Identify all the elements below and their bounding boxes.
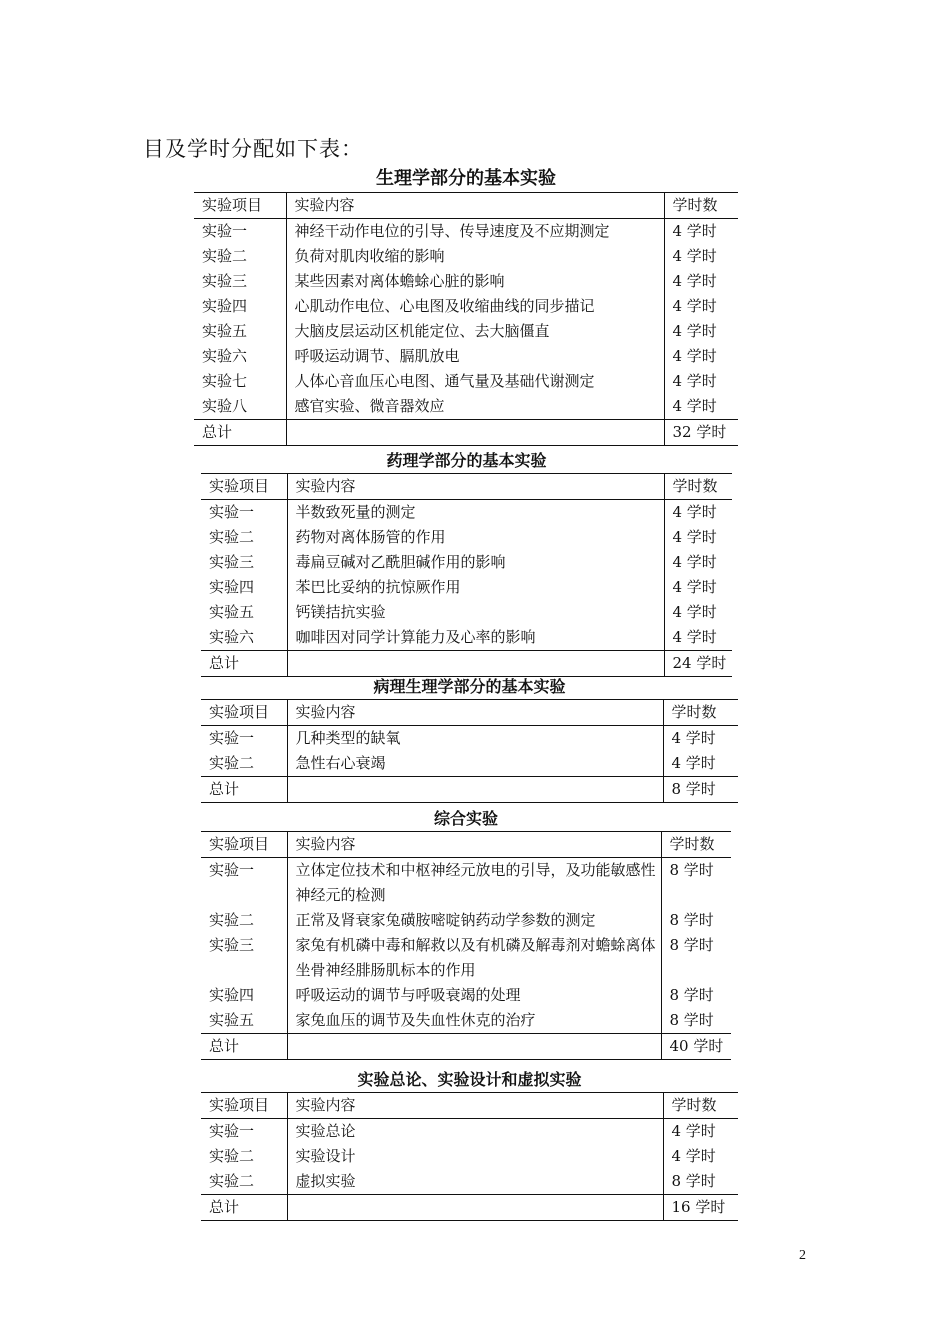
item-cell: 实验三 xyxy=(209,553,255,571)
hours-cell: 4 学时 xyxy=(672,528,717,546)
hours-cell: 4 学时 xyxy=(672,372,717,390)
content-cell: 实验总论 xyxy=(287,1119,663,1145)
hours-cell: 4 学时 xyxy=(672,578,717,596)
item-cell: 实验项目 xyxy=(201,832,287,858)
table-row xyxy=(194,269,738,294)
data-table xyxy=(201,473,732,677)
data-table xyxy=(194,192,738,446)
table-row xyxy=(201,1119,738,1145)
content-cell: 药物对离体肠管的作用 xyxy=(287,525,664,550)
data-table xyxy=(201,1092,738,1221)
content-cell: 实验设计 xyxy=(287,1144,663,1169)
item-cell: 实验二 xyxy=(209,911,255,929)
table-row xyxy=(194,244,738,269)
item-cell: 实验四 xyxy=(202,297,248,315)
hours-cell: 8 学时 xyxy=(663,777,738,803)
hours-cell: 4 学时 xyxy=(672,397,717,415)
hours-cell: 4 学时 xyxy=(672,297,717,315)
content-cell: 实验内容 xyxy=(287,700,663,726)
item-cell: 实验二 xyxy=(209,754,255,772)
hours-cell: 学时数 xyxy=(661,832,731,858)
table-row xyxy=(201,525,732,550)
hours-cell: 8 学时 xyxy=(669,861,714,879)
hours-cell: 4 学时 xyxy=(672,347,717,365)
content-cell: 呼吸运动调节、膈肌放电 xyxy=(286,344,664,369)
table-row xyxy=(201,751,738,777)
content-cell: 立体定位技术和中枢神经元放电的引导，及功能敏感性神经元的检测 xyxy=(287,858,661,909)
table-row xyxy=(201,1144,738,1169)
table-physiology xyxy=(194,166,738,446)
table-row xyxy=(201,600,732,625)
item-cell: 实验一 xyxy=(202,222,248,240)
hours-cell: 4 学时 xyxy=(671,1122,716,1140)
data-table xyxy=(201,831,731,1060)
hours-cell: 4 学时 xyxy=(672,247,717,265)
hours-cell: 40 学时 xyxy=(661,1034,731,1060)
hours-cell: 学时数 xyxy=(663,700,738,726)
table-general xyxy=(201,1068,738,1221)
item-cell: 实验五 xyxy=(202,322,248,340)
table-title: 实验总论、实验设计和虚拟实验 xyxy=(357,1070,582,1089)
item-cell: 实验一 xyxy=(209,729,255,747)
content-cell: 咖啡因对同学计算能力及心率的影响 xyxy=(287,625,664,651)
content-cell: 神经干动作电位的引导、传导速度及不应期测定 xyxy=(286,219,664,245)
page-number: 2 xyxy=(799,1248,806,1263)
intro-text: 目及学时分配如下表： xyxy=(143,137,363,161)
table-row xyxy=(201,908,731,933)
table-total-row xyxy=(201,651,732,677)
table-header-row xyxy=(201,474,732,500)
table-row xyxy=(194,394,738,420)
hours-cell: 8 学时 xyxy=(669,911,714,929)
table-row xyxy=(201,933,731,983)
content-cell xyxy=(287,651,664,677)
table-header-row xyxy=(201,832,731,858)
content-cell: 实验内容 xyxy=(287,1093,663,1119)
item-cell: 实验项目 xyxy=(201,474,287,500)
item-cell: 实验二 xyxy=(209,1172,255,1190)
table-row xyxy=(201,575,732,600)
data-table xyxy=(201,699,738,803)
hours-cell: 4 学时 xyxy=(672,272,717,290)
item-cell: 实验五 xyxy=(209,1011,255,1029)
table-title: 综合实验 xyxy=(433,809,498,828)
content-cell: 家兔有机磷中毒和解救以及有机磷及解毒剂对蟾蜍离体坐骨神经腓肠肌标本的作用 xyxy=(287,933,661,983)
content-cell: 正常及肾衰家兔磺胺嘧啶钠药动学参数的测定 xyxy=(287,908,661,933)
item-cell: 实验项目 xyxy=(194,193,286,219)
table-row xyxy=(201,500,732,526)
item-cell: 实验六 xyxy=(202,347,248,365)
table-title: 生理学部分的基本实验 xyxy=(376,168,556,189)
table-header-row xyxy=(201,700,738,726)
item-cell: 总计 xyxy=(201,1034,287,1060)
item-cell: 实验六 xyxy=(209,628,255,646)
content-cell: 大脑皮层运动区机能定位、去大脑僵直 xyxy=(286,319,664,344)
hours-cell: 16 学时 xyxy=(663,1195,738,1221)
table-header-row xyxy=(194,193,738,219)
content-cell: 家兔血压的调节及失血性休克的治疗 xyxy=(287,1008,661,1034)
item-cell: 总计 xyxy=(201,651,287,677)
hours-cell: 4 学时 xyxy=(672,322,717,340)
content-cell: 实验内容 xyxy=(286,193,664,219)
item-cell: 实验五 xyxy=(209,603,255,621)
table-row xyxy=(194,294,738,319)
hours-cell: 8 学时 xyxy=(669,1011,714,1029)
item-cell: 实验二 xyxy=(209,1147,255,1165)
content-cell xyxy=(287,1195,663,1221)
content-cell xyxy=(287,777,663,803)
item-cell: 总计 xyxy=(201,1195,287,1221)
content-cell: 实验内容 xyxy=(287,832,661,858)
item-cell: 实验三 xyxy=(202,272,248,290)
content-cell: 钙镁拮抗实验 xyxy=(287,600,664,625)
table-row xyxy=(194,219,738,245)
table-row xyxy=(201,550,732,575)
table-row xyxy=(201,1008,731,1034)
table-title: 病理生理学部分的基本实验 xyxy=(373,677,566,696)
table-total-row xyxy=(201,1195,738,1221)
hours-cell: 学时数 xyxy=(664,193,738,219)
hours-cell: 4 学时 xyxy=(672,628,717,646)
item-cell: 实验二 xyxy=(202,247,248,265)
content-cell xyxy=(286,420,664,446)
table-pharmacology xyxy=(201,449,732,677)
content-cell: 呼吸运动的调节与呼吸衰竭的处理 xyxy=(287,983,661,1008)
table-row xyxy=(201,1169,738,1195)
content-cell xyxy=(287,1034,661,1060)
content-cell: 实验内容 xyxy=(287,474,664,500)
hours-cell: 4 学时 xyxy=(671,754,716,772)
item-cell: 总计 xyxy=(201,777,287,803)
hours-cell: 4 学时 xyxy=(671,729,716,747)
table-row xyxy=(201,983,731,1008)
table-row xyxy=(201,858,731,909)
content-cell: 负荷对肌肉收缩的影响 xyxy=(286,244,664,269)
table-title: 药理学部分的基本实验 xyxy=(386,451,547,470)
hours-cell: 4 学时 xyxy=(672,553,717,571)
hours-cell: 32 学时 xyxy=(664,420,738,446)
item-cell: 实验一 xyxy=(209,1122,255,1140)
table-row xyxy=(194,319,738,344)
item-cell: 实验一 xyxy=(209,861,255,879)
table-row xyxy=(194,344,738,369)
table-total-row xyxy=(201,1034,731,1060)
table-row xyxy=(201,625,732,651)
content-cell: 虚拟实验 xyxy=(287,1169,663,1195)
table-pathophysiology xyxy=(201,675,738,803)
hours-cell: 24 学时 xyxy=(664,651,732,677)
item-cell: 实验项目 xyxy=(201,700,287,726)
hours-cell: 学时数 xyxy=(664,474,732,500)
table-row xyxy=(194,369,738,394)
content-cell: 半数致死量的测定 xyxy=(287,500,664,526)
item-cell: 实验七 xyxy=(202,372,248,390)
table-header-row xyxy=(201,1093,738,1119)
item-cell: 实验二 xyxy=(209,528,255,546)
item-cell: 总计 xyxy=(194,420,286,446)
hours-cell: 8 学时 xyxy=(669,986,714,1004)
table-row xyxy=(201,726,738,752)
hours-cell: 学时数 xyxy=(663,1093,738,1119)
hours-cell: 8 学时 xyxy=(671,1172,716,1190)
content-cell: 苯巴比妥纳的抗惊厥作用 xyxy=(287,575,664,600)
hours-cell: 4 学时 xyxy=(672,603,717,621)
content-cell: 某些因素对离体蟾蜍心脏的影响 xyxy=(286,269,664,294)
table-total-row xyxy=(194,420,738,446)
content-cell: 感官实验、微音器效应 xyxy=(286,394,664,420)
content-cell: 心肌动作电位、心电图及收缩曲线的同步描记 xyxy=(286,294,664,319)
content-cell: 急性右心衰竭 xyxy=(287,751,663,777)
item-cell: 实验三 xyxy=(209,936,255,954)
hours-cell: 4 学时 xyxy=(671,1147,716,1165)
content-cell: 毒扁豆碱对乙酰胆碱作用的影响 xyxy=(287,550,664,575)
item-cell: 实验项目 xyxy=(201,1093,287,1119)
hours-cell: 4 学时 xyxy=(672,222,717,240)
item-cell: 实验八 xyxy=(202,397,248,415)
table-comprehensive xyxy=(201,807,731,1060)
table-total-row xyxy=(201,777,738,803)
content-cell: 几种类型的缺氧 xyxy=(287,726,663,752)
hours-cell: 4 学时 xyxy=(672,503,717,521)
item-cell: 实验四 xyxy=(209,578,255,596)
item-cell: 实验四 xyxy=(209,986,255,1004)
hours-cell: 8 学时 xyxy=(669,936,714,954)
content-cell: 人体心音血压心电图、通气量及基础代谢测定 xyxy=(286,369,664,394)
item-cell: 实验一 xyxy=(209,503,255,521)
